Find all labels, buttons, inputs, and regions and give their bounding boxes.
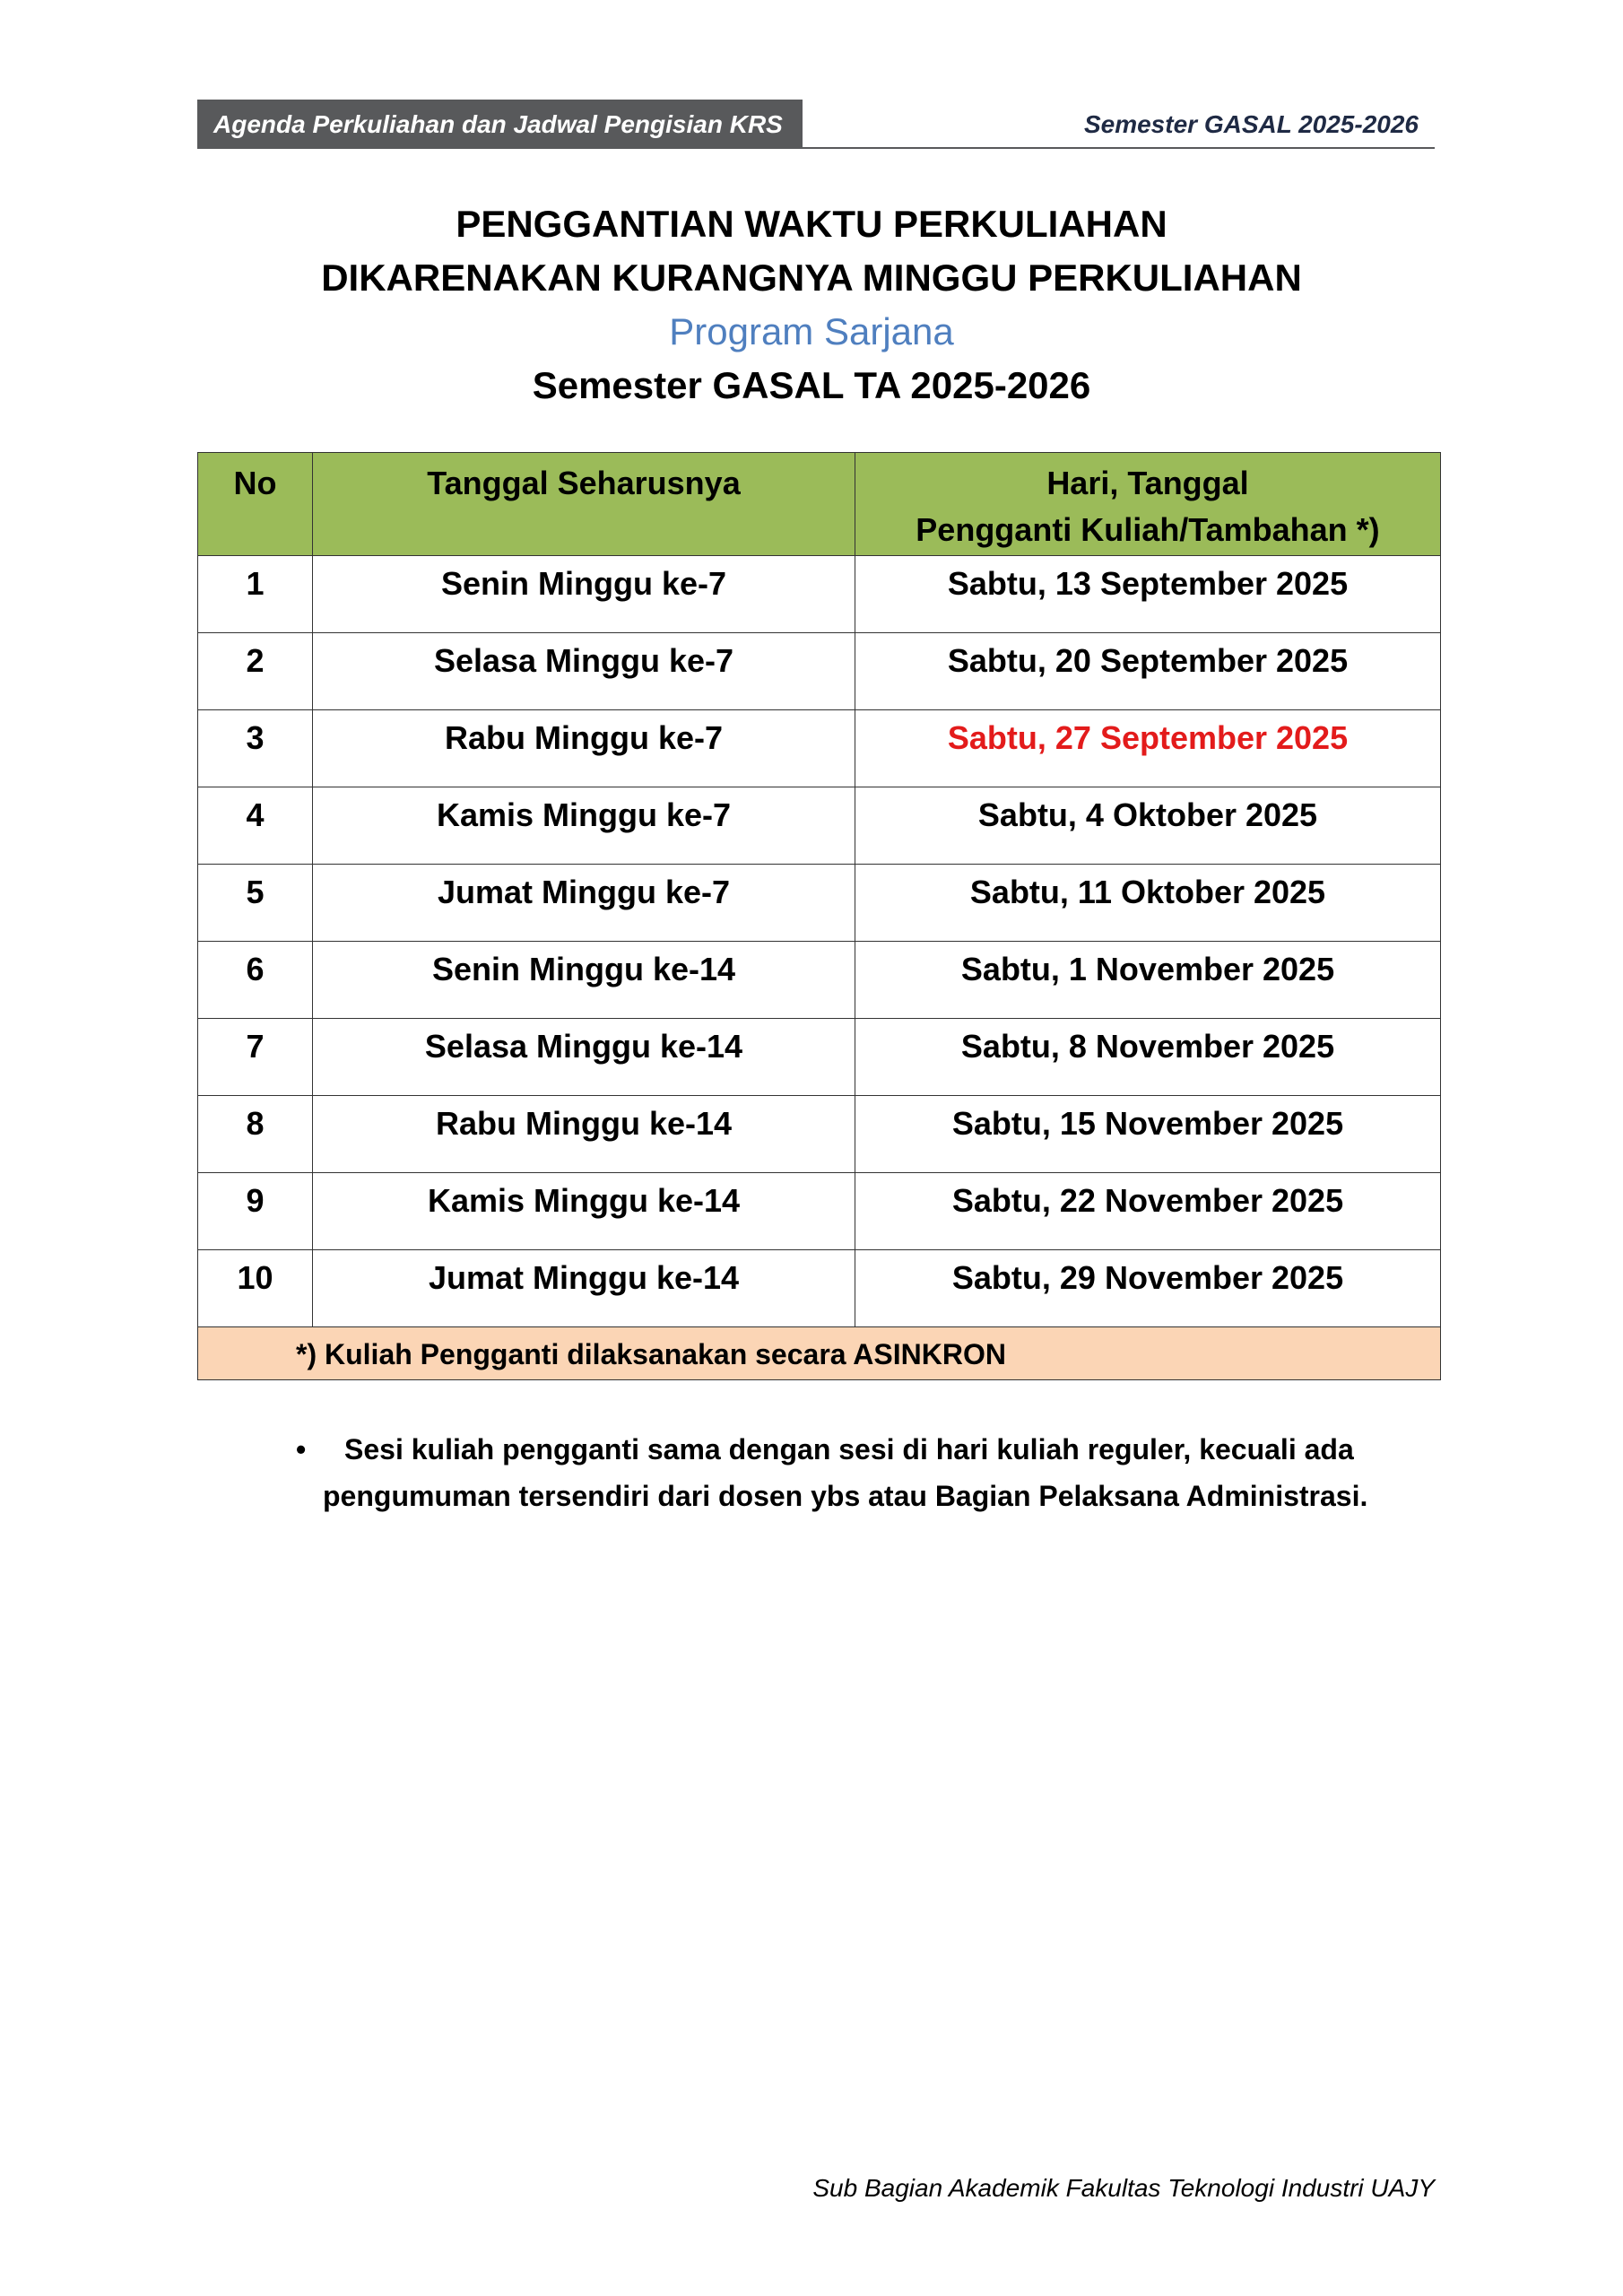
cell-pengganti: Sabtu, 13 September 2025 [855,556,1441,633]
cell-pengganti-highlight: Sabtu, 27 September 2025 [855,710,1441,787]
page-footer: Sub Bagian Akademik Fakultas Teknologi Industri UAJY [812,2174,1435,2202]
table-row [198,1096,1441,1173]
cell-pengganti: Sabtu, 8 November 2025 [855,1019,1441,1096]
title-line-2: DIKARENAKAN KURANGNYA MINGGU PERKULIAHAN [321,257,1302,299]
table-row [198,710,1441,787]
table-row [198,633,1441,710]
cell-no: 9 [198,1173,313,1250]
cell-tanggal: Rabu Minggu ke-14 [313,1096,855,1173]
header-pengganti [855,453,1441,556]
table-row [198,865,1441,942]
title-block [0,197,1623,413]
cell-tanggal: Rabu Minggu ke-7 [313,710,855,787]
cell-pengganti: Sabtu, 15 November 2025 [855,1096,1441,1173]
cell-no: 5 [198,865,313,942]
cell-pengganti: Sabtu, 22 November 2025 [855,1173,1441,1250]
table-row [198,787,1441,865]
cell-tanggal: Senin Minggu ke-14 [313,942,855,1019]
cell-no: 4 [198,787,313,865]
header-pengganti-line1: Hari, Tanggal [1046,465,1249,501]
cell-pengganti: Sabtu, 11 Oktober 2025 [855,865,1441,942]
header-pengganti-line2: Pengganti Kuliah/Tambahan *) [916,511,1380,548]
cell-tanggal: Jumat Minggu ke-14 [313,1250,855,1327]
cell-no: 2 [198,633,313,710]
asynchronous-note: *) Kuliah Pengganti dilaksanakan secara ASINKRON [296,1338,1006,1370]
table-row [198,1250,1441,1327]
program-subtitle: Program Sarjana [669,310,954,352]
cell-tanggal: Senin Minggu ke-7 [313,556,855,633]
cell-pengganti: Sabtu, 29 November 2025 [855,1250,1441,1327]
cell-pengganti: Sabtu, 1 November 2025 [855,942,1441,1019]
cell-no: 7 [198,1019,313,1096]
cell-no: 3 [198,710,313,787]
table-row [198,942,1441,1019]
schedule-table [197,452,1441,1380]
header-right-semester: Semester GASAL 2025-2026 [803,100,1435,149]
cell-tanggal: Selasa Minggu ke-7 [313,633,855,710]
table-header-row [198,453,1441,556]
cell-pengganti: Sabtu, 20 September 2025 [855,633,1441,710]
header-tanggal: Tanggal Seharusnya [313,453,855,556]
cell-pengganti: Sabtu, 4 Oktober 2025 [855,787,1441,865]
cell-tanggal: Kamis Minggu ke-7 [313,787,855,865]
cell-tanggal: Kamis Minggu ke-14 [313,1173,855,1250]
semester-title: Semester GASAL TA 2025-2026 [532,364,1091,406]
table-row [198,1173,1441,1250]
header-no: No [198,453,313,556]
bullet-text-line2: pengumuman tersendiri dari dosen ybs atau Bagian Pelaksana Administrasi. [323,1480,1368,1512]
cell-no: 6 [198,942,313,1019]
cell-tanggal: Jumat Minggu ke-7 [313,865,855,942]
header-left-banner: Agenda Perkuliahan dan Jadwal Pengisian KRS [197,100,803,149]
title-line-1: PENGGANTIAN WAKTU PERKULIAHAN [456,203,1167,245]
table-row [198,556,1441,633]
cell-tanggal: Selasa Minggu ke-14 [313,1019,855,1096]
cell-no: 1 [198,556,313,633]
table-row [198,1019,1441,1096]
cell-no: 10 [198,1250,313,1327]
bullet-text [323,1426,1435,1519]
bullet-text-line1: Sesi kuliah pengganti sama dengan sesi di hari kuliah reguler, kecuali ada [344,1433,1354,1465]
cell-no: 8 [198,1096,313,1173]
bullet-dot-icon: • [296,1433,307,1465]
bullet-note [296,1426,1435,1519]
